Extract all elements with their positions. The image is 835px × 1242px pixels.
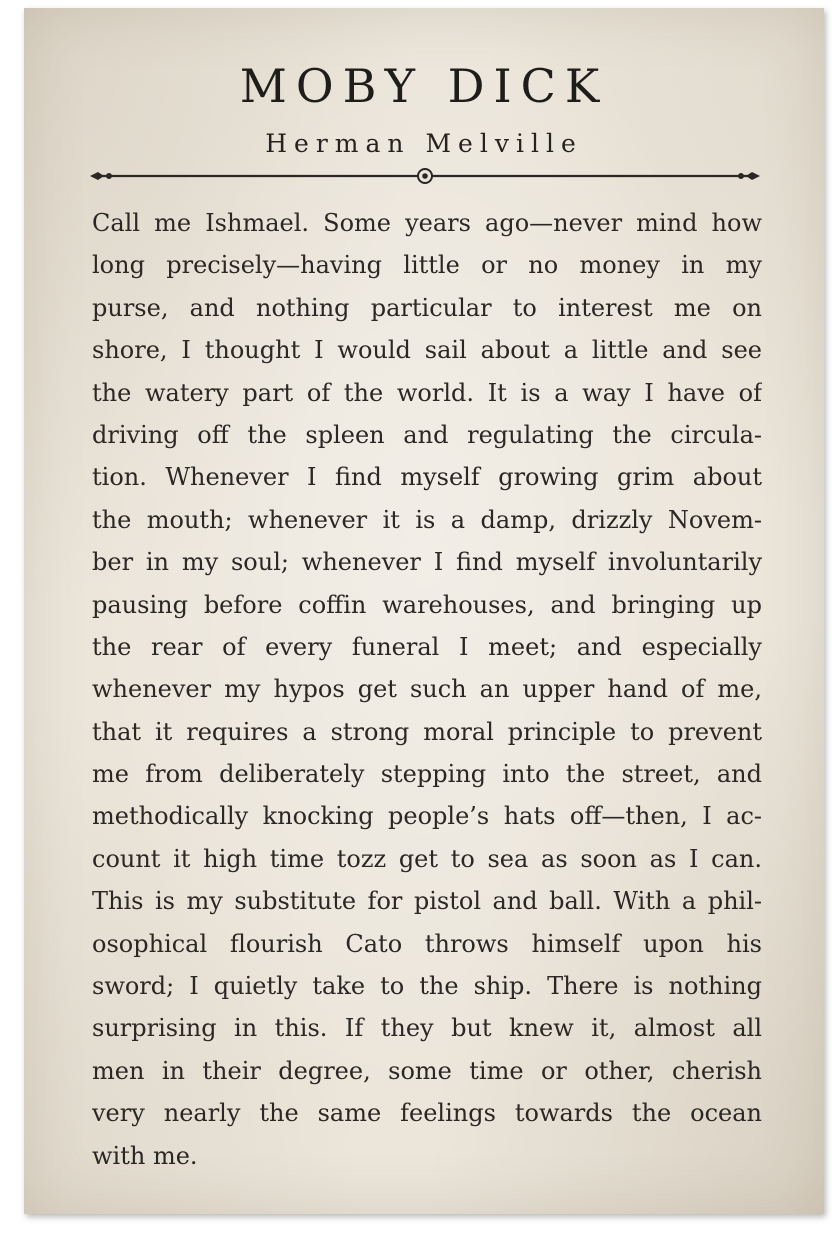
passage-line: surprising in this. If they but knew it, almost all xyxy=(92,1014,762,1043)
passage-line: the mouth; whenever it is a damp, drizzly Novem- xyxy=(92,505,762,534)
passage-line: me from deliberately stepping into the street, and xyxy=(92,760,762,789)
passage-line: count it high time tozz get to sea as soon as I can. xyxy=(92,844,762,873)
passage-line: men in their degree, some time or other, cherish xyxy=(92,1056,762,1085)
book-title: MOBY DICK xyxy=(239,59,609,113)
opening-passage xyxy=(92,202,762,1177)
passage-line: with me. xyxy=(92,1141,198,1170)
passage-line: methodically knocking people’s hats off—then, I ac- xyxy=(92,802,762,831)
poster xyxy=(24,8,824,1214)
passage-line: pausing before coffin warehouses, and bringing up xyxy=(92,590,762,619)
passage-line: Call me Ishmael. Some years ago—never mind how xyxy=(92,209,762,237)
passage-line: that it requires a strong moral principle to prevent xyxy=(92,717,762,746)
passage-line: sword; I quietly take to the ship. There is nothing xyxy=(92,972,762,1001)
passage-line: long precisely—having little or no money in my xyxy=(92,251,762,280)
passage-line: very nearly the same feelings towards the ocean xyxy=(92,1099,762,1128)
passage-line: whenever my hypos get such an upper hand of me, xyxy=(92,675,762,704)
passage-line: purse, and nothing particular to interest me on xyxy=(92,293,762,322)
passage-line: ber in my soul; whenever I find myself involuntarily xyxy=(92,548,762,577)
passage-line: driving off the spleen and regulating the circula- xyxy=(92,420,762,449)
passage-line: tion. Whenever I find myself growing grim about xyxy=(92,463,762,492)
passage-line: the rear of every funeral I meet; and especially xyxy=(92,632,762,661)
passage-line: This is my substitute for pistol and ball. With a phil- xyxy=(92,887,762,916)
passage-line: shore, I thought I would sail about a little and see xyxy=(92,336,762,365)
ornamental-divider xyxy=(90,164,760,188)
passage-line: the watery part of the world. It is a way I have of xyxy=(92,378,762,407)
passage-line: osophical flourish Cato throws himself upon his xyxy=(92,929,762,958)
author-name: Herman Melville xyxy=(265,129,583,158)
